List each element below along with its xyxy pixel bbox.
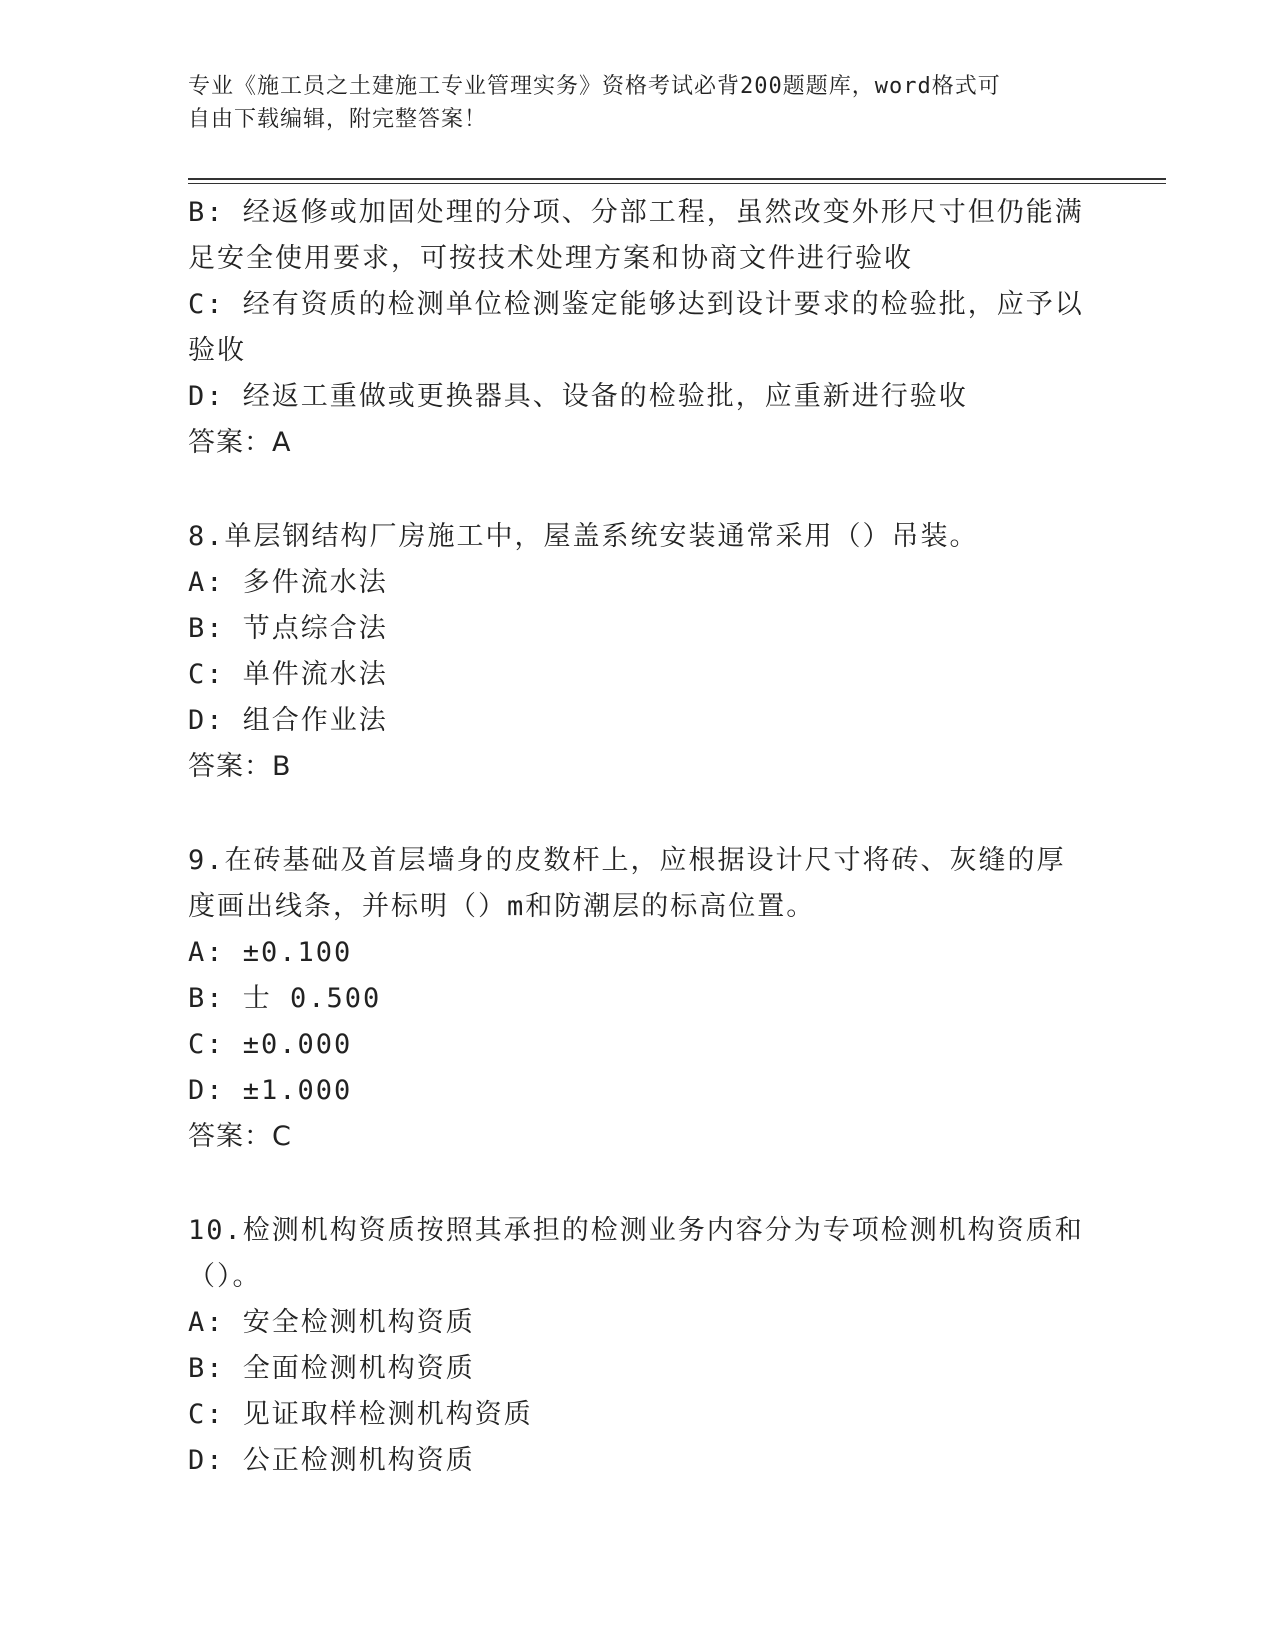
answer: 答案：A xyxy=(188,427,292,458)
question-10 xyxy=(188,1208,1088,1484)
option-a: A: 多件流水法 xyxy=(188,567,388,598)
option-b-line-2: 足安全使用要求，可按技术处理方案和协商文件进行验收 xyxy=(188,243,913,274)
answer: 答案：B xyxy=(188,751,292,782)
option-a: A: 安全检测机构资质 xyxy=(188,1307,475,1338)
question-text-line-1: 9.在砖基础及首层墙身的皮数杆上，应根据设计尺寸将砖、灰缝的厚 xyxy=(188,845,1066,876)
option-c-line-1: C: 经有资质的检测单位检测鉴定能够达到设计要求的检验批，应予以 xyxy=(188,289,1084,320)
option-d: D: 公正检测机构资质 xyxy=(188,1445,475,1476)
header-title-line-2: 自由下载编辑，附完整答案！ xyxy=(188,107,488,132)
option-d: D: 组合作业法 xyxy=(188,705,388,736)
document-body xyxy=(188,190,1088,1484)
question-8 xyxy=(188,514,1088,790)
option-c: C: 见证取样检测机构资质 xyxy=(188,1399,533,1430)
question-7-tail xyxy=(188,190,1088,466)
header-title-line-1: 专业《施工员之土建施工专业管理实务》资格考试必背200题题库，word格式可 xyxy=(188,74,1001,99)
header-divider xyxy=(188,178,1166,180)
option-d: D: ±1.000 xyxy=(188,1075,353,1106)
header-divider-thin xyxy=(188,183,1166,184)
option-d: D: 经返工重做或更换器具、设备的检验批，应重新进行验收 xyxy=(188,381,968,412)
option-c-line-2: 验收 xyxy=(188,335,246,366)
option-b: B: 全面检测机构资质 xyxy=(188,1353,475,1384)
question-9 xyxy=(188,838,1088,1160)
option-b: B: 士 0.500 xyxy=(188,983,382,1014)
option-a: A: ±0.100 xyxy=(188,937,353,968)
question-text: 8.单层钢结构厂房施工中，屋盖系统安装通常采用（）吊装。 xyxy=(188,521,979,552)
option-c: C: 单件流水法 xyxy=(188,659,388,690)
option-c: C: ±0.000 xyxy=(188,1029,353,1060)
option-b-line-1: B: 经返修或加固处理的分项、分部工程，虽然改变外形尺寸但仍能满 xyxy=(188,197,1084,228)
question-text-line-1: 10.检测机构资质按照其承担的检测业务内容分为专项检测机构资质和 xyxy=(188,1215,1084,1246)
option-b: B: 节点综合法 xyxy=(188,613,388,644)
question-text-line-2: 度画出线条，并标明（）m和防潮层的标高位置。 xyxy=(188,891,816,922)
answer: 答案：C xyxy=(188,1121,292,1152)
document-header xyxy=(188,70,1088,136)
question-text-line-2: （）。 xyxy=(188,1261,262,1292)
